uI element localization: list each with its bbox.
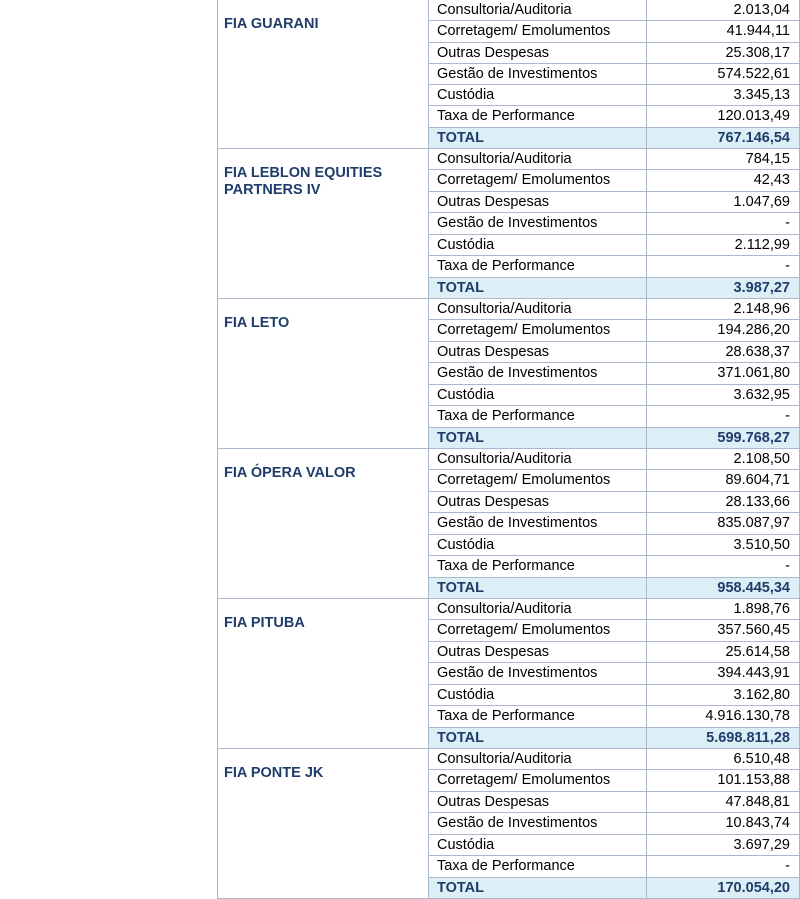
- expense-label: Custódia: [429, 385, 647, 405]
- expense-value: -: [785, 215, 790, 232]
- table-row: [429, 342, 799, 363]
- fund-fees-table: [217, 0, 799, 899]
- expense-value: 3.510,50: [733, 536, 790, 553]
- table-row: [429, 492, 799, 513]
- total-label: TOTAL: [429, 728, 647, 748]
- total-row: [429, 578, 799, 598]
- expense-value: 42,43: [753, 172, 790, 189]
- total-row: [429, 428, 799, 448]
- table-row: [429, 535, 799, 556]
- total-value: 170.054,20: [717, 879, 790, 896]
- expense-label: Outras Despesas: [429, 43, 647, 63]
- expense-value: 2.148,96: [733, 301, 790, 317]
- expense-label: Consultoria/Auditoria: [429, 0, 647, 20]
- expense-value: 47.848,81: [725, 793, 790, 810]
- table-row: [429, 663, 799, 684]
- table-row: [429, 470, 799, 491]
- expense-value: 3.697,29: [733, 836, 790, 853]
- expense-value: -: [785, 858, 790, 875]
- table-row: [429, 0, 799, 21]
- expense-value: 101.153,88: [717, 772, 790, 789]
- table-row: [429, 835, 799, 856]
- total-label: TOTAL: [429, 128, 647, 148]
- total-value: 958.445,34: [717, 579, 790, 596]
- total-label: TOTAL: [429, 878, 647, 898]
- fund-name: FIA LEBLON EQUITIES PARTNERS IV: [217, 149, 429, 298]
- expense-value: 371.061,80: [717, 365, 790, 382]
- expense-label: Gestão de Investimentos: [429, 513, 647, 533]
- expense-label: Consultoria/Auditoria: [429, 299, 647, 319]
- table-row: [429, 556, 799, 577]
- expense-label: Custódia: [429, 835, 647, 855]
- table-row: [429, 235, 799, 256]
- table-row: [429, 813, 799, 834]
- table-row: [429, 620, 799, 641]
- expense-label: Gestão de Investimentos: [429, 213, 647, 233]
- total-row: [429, 278, 799, 298]
- table-row: [429, 21, 799, 42]
- expense-label: Gestão de Investimentos: [429, 813, 647, 833]
- table-row: [429, 770, 799, 791]
- expense-label: Consultoria/Auditoria: [429, 449, 647, 469]
- expense-label: Taxa de Performance: [429, 856, 647, 876]
- expense-label: Custódia: [429, 235, 647, 255]
- fund-expense-rows: [429, 749, 799, 898]
- expense-value: 784,15: [745, 151, 790, 167]
- table-row: [429, 706, 799, 727]
- expense-value: 2.112,99: [734, 236, 790, 253]
- expense-label: Outras Despesas: [429, 342, 647, 362]
- expense-value: 194.286,20: [717, 322, 790, 339]
- total-value: 3.987,27: [733, 279, 790, 296]
- table-row: [429, 449, 799, 470]
- table-row: [429, 256, 799, 277]
- expense-value: 1.898,76: [733, 601, 790, 617]
- expense-label: Outras Despesas: [429, 192, 647, 212]
- expense-value: 835.087,97: [717, 515, 790, 532]
- expense-label: Taxa de Performance: [429, 406, 647, 426]
- expense-value: 3.632,95: [733, 386, 790, 403]
- total-value: 599.768,27: [717, 429, 790, 446]
- expense-value: 10.843,74: [725, 815, 790, 832]
- expense-label: Gestão de Investimentos: [429, 363, 647, 383]
- expense-value: -: [785, 258, 790, 275]
- expense-label: Corretagem/ Emolumentos: [429, 470, 647, 490]
- expense-label: Gestão de Investimentos: [429, 663, 647, 683]
- fund-block: [217, 449, 799, 599]
- expense-label: Outras Despesas: [429, 492, 647, 512]
- table-row: [429, 213, 799, 234]
- fund-name: FIA LETO: [217, 299, 429, 448]
- expense-label: Corretagem/ Emolumentos: [429, 170, 647, 190]
- table-row: [429, 749, 799, 770]
- table-row: [429, 363, 799, 384]
- expense-label: Taxa de Performance: [429, 256, 647, 276]
- expense-label: Custódia: [429, 535, 647, 555]
- total-row: [429, 878, 799, 898]
- fund-expense-rows: [429, 599, 799, 748]
- expense-label: Taxa de Performance: [429, 556, 647, 576]
- table-row: [429, 192, 799, 213]
- left-margin: [0, 0, 217, 899]
- expense-value: 25.614,58: [725, 643, 790, 660]
- total-value: 767.146,54: [717, 129, 790, 146]
- expense-label: Outras Despesas: [429, 792, 647, 812]
- expense-label: Corretagem/ Emolumentos: [429, 620, 647, 640]
- expense-value: 3.162,80: [733, 686, 790, 703]
- expense-label: Custódia: [429, 685, 647, 705]
- expense-label: Outras Despesas: [429, 642, 647, 662]
- expense-value: 6.510,48: [733, 751, 790, 767]
- expense-label: Taxa de Performance: [429, 106, 647, 126]
- fund-name: FIA PITUBA: [217, 599, 429, 748]
- total-label: TOTAL: [429, 428, 647, 448]
- fund-name: FIA ÓPERA VALOR: [217, 449, 429, 598]
- table-row: [429, 406, 799, 427]
- table-row: [429, 170, 799, 191]
- expense-label: Consultoria/Auditoria: [429, 749, 647, 769]
- fund-name: FIA GUARANI: [217, 0, 429, 148]
- expense-value: 2.013,04: [733, 2, 790, 18]
- table-row: [429, 64, 799, 85]
- expense-value: -: [785, 558, 790, 575]
- expense-label: Gestão de Investimentos: [429, 64, 647, 84]
- expense-value: 2.108,50: [733, 451, 790, 467]
- fund-expense-rows: [429, 0, 799, 148]
- fund-expense-rows: [429, 449, 799, 598]
- expense-value: 1.047,69: [733, 193, 790, 210]
- fund-name: FIA PONTE JK: [217, 749, 429, 898]
- expense-label: Corretagem/ Emolumentos: [429, 770, 647, 790]
- table-row: [429, 149, 799, 170]
- expense-value: 394.443,91: [717, 665, 790, 682]
- table-row: [429, 85, 799, 106]
- fund-block: [217, 299, 799, 449]
- total-label: TOTAL: [429, 578, 647, 598]
- table-row: [429, 43, 799, 64]
- expense-value: 3.345,13: [733, 87, 790, 104]
- expense-value: 28.638,37: [725, 343, 790, 360]
- fund-expense-rows: [429, 149, 799, 298]
- expense-label: Consultoria/Auditoria: [429, 599, 647, 619]
- table-row: [429, 599, 799, 620]
- fund-block: [217, 749, 799, 899]
- table-row: [429, 106, 799, 127]
- expense-value: 4.916.130,78: [705, 708, 790, 725]
- table-row: [429, 320, 799, 341]
- expense-label: Corretagem/ Emolumentos: [429, 21, 647, 41]
- expense-value: 28.133,66: [725, 493, 790, 510]
- fund-block: [217, 599, 799, 749]
- expense-label: Consultoria/Auditoria: [429, 149, 647, 169]
- fund-expense-rows: [429, 299, 799, 448]
- expense-value: 574.522,61: [717, 65, 790, 82]
- table-row: [429, 513, 799, 534]
- expense-value: -: [785, 408, 790, 425]
- total-row: [429, 728, 799, 748]
- table-row: [429, 685, 799, 706]
- fund-block: [217, 0, 799, 149]
- total-label: TOTAL: [429, 278, 647, 298]
- total-row: [429, 128, 799, 148]
- table-row: [429, 385, 799, 406]
- expense-value: 89.604,71: [725, 472, 790, 489]
- expense-label: Corretagem/ Emolumentos: [429, 320, 647, 340]
- expense-label: Custódia: [429, 85, 647, 105]
- table-row: [429, 856, 799, 877]
- table-row: [429, 642, 799, 663]
- expense-value: 120.013,49: [717, 108, 790, 125]
- total-value: 5.698.811,28: [706, 729, 790, 746]
- fund-block: [217, 149, 799, 299]
- expense-value: 25.308,17: [725, 44, 790, 61]
- expense-value: 357.560,45: [717, 622, 790, 639]
- table-row: [429, 792, 799, 813]
- expense-label: Taxa de Performance: [429, 706, 647, 726]
- table-row: [429, 299, 799, 320]
- expense-value: 41.944,11: [726, 23, 790, 40]
